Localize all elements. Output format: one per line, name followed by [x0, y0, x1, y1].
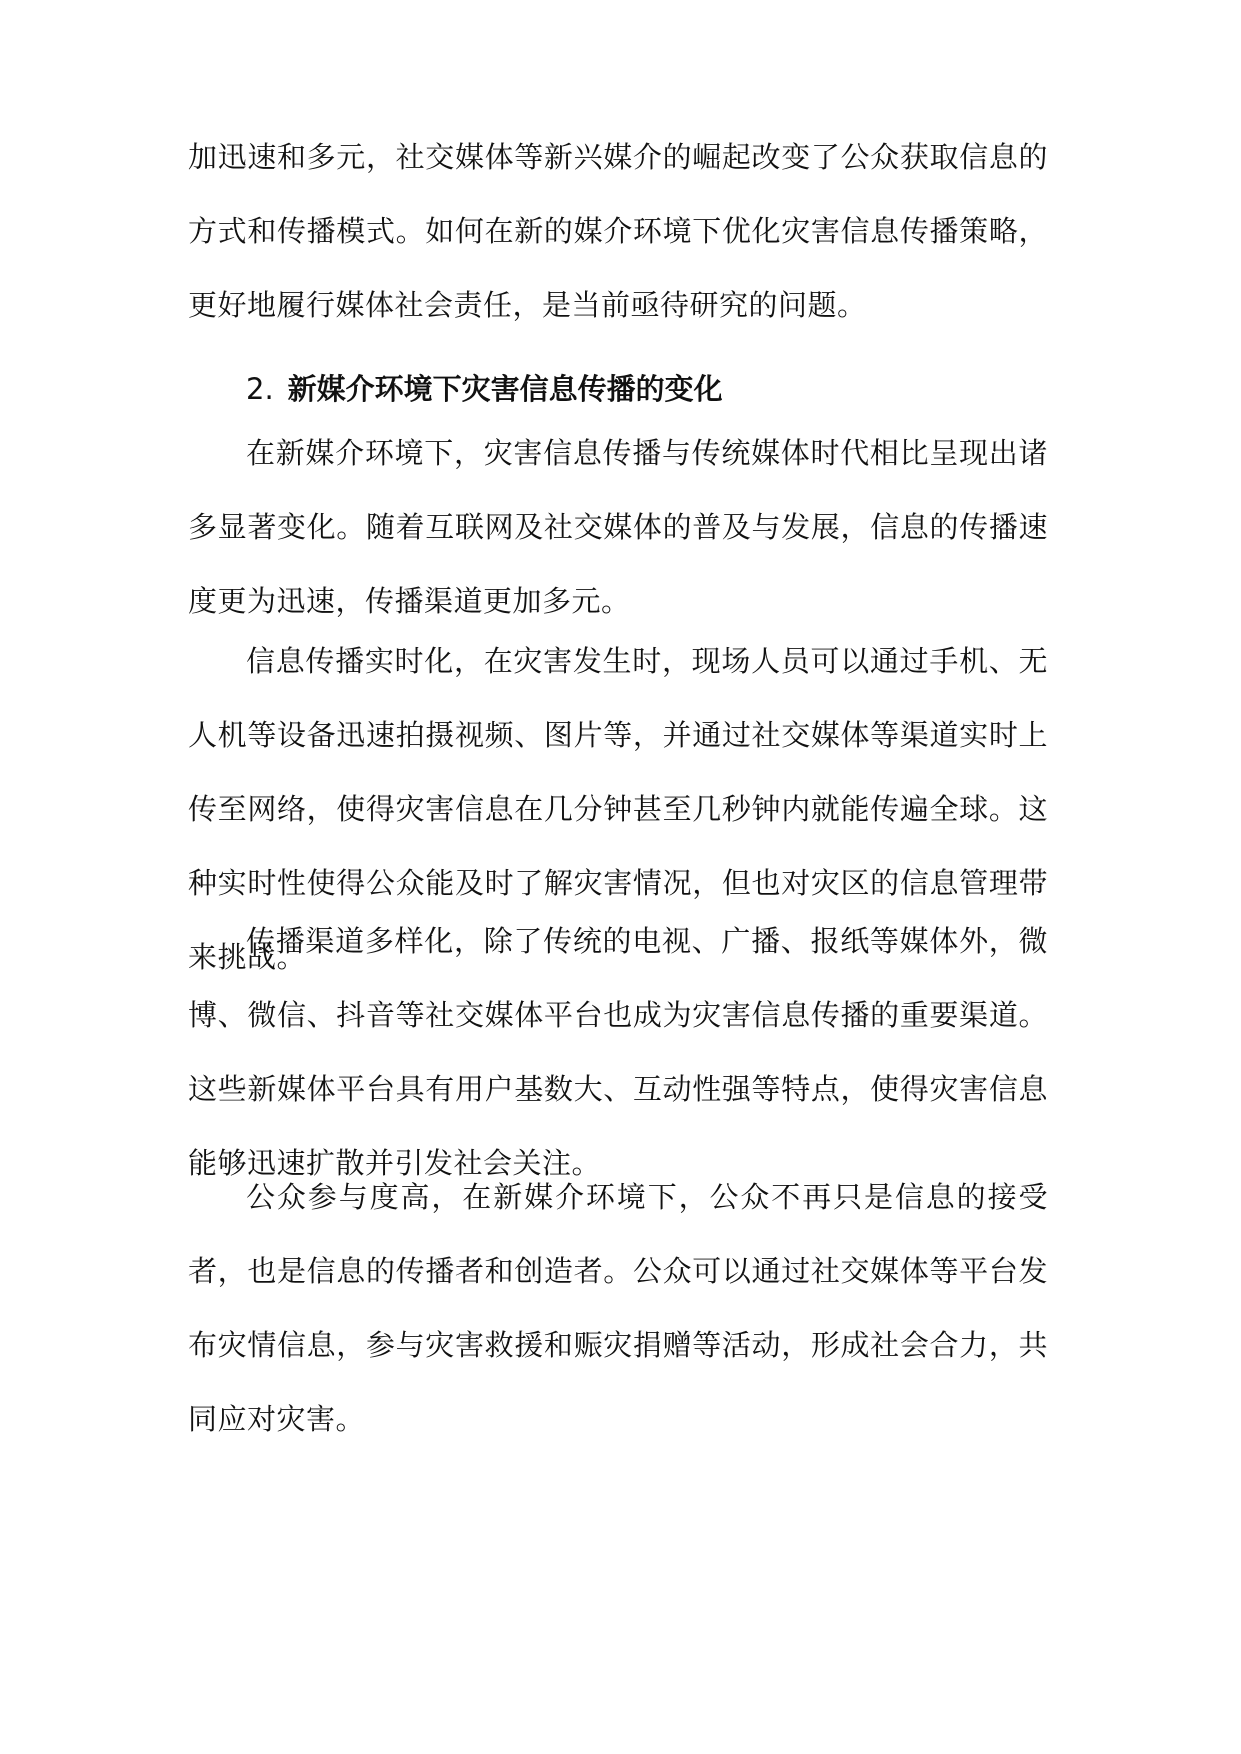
paragraph-realtime: 信息传播实时化，在灾害发生时，现场人员可以通过手机、无人机等设备迅速拍摄视频、图片等，并通过社交媒体等渠道实时上传至网络，使得灾害信息在几分钟甚至几秒钟内就能传遍全球。这种实时性使得公众能及时了解灾害情况，但也对灾区的信息管理带来挑战。: [188, 644, 1048, 974]
intro-paragraph: 加迅速和多元，社交媒体等新兴媒介的崛起改变了公众获取信息的方式和传播模式。如何在新的媒介环境下优化灾害信息传播策略，更好地履行媒体社会责任，是当前亟待研究的问题。: [188, 140, 1048, 322]
section-title: 新媒介环境下灾害信息传播的变化: [287, 372, 723, 406]
paragraph-public-participation: 公众参与度高，在新媒介环境下，公众不再只是信息的接受者，也是信息的传播者和创造者。公众可以通过社交媒体等平台发布灾情信息，参与灾害救援和赈灾捐赠等活动，形成社会合力，共同应对灾害。: [188, 1180, 1048, 1436]
paragraph-media-changes: 在新媒介环境下，灾害信息传播与传统媒体时代相比呈现出诸多显著变化。随着互联网及社交媒体的普及与发展，信息的传播速度更为迅速，传播渠道更加多元。: [188, 436, 1048, 618]
section-heading: [246, 352, 1046, 426]
paragraph-channels: 传播渠道多样化，除了传统的电视、广播、报纸等媒体外，微博、微信、抖音等社交媒体平台也成为灾害信息传播的重要渠道。这些新媒体平台具有用户基数大、互动性强等特点，使得灾害信息能够迅速扩散并引发社会关注。: [188, 924, 1048, 1180]
section-number: 2.: [246, 372, 274, 406]
